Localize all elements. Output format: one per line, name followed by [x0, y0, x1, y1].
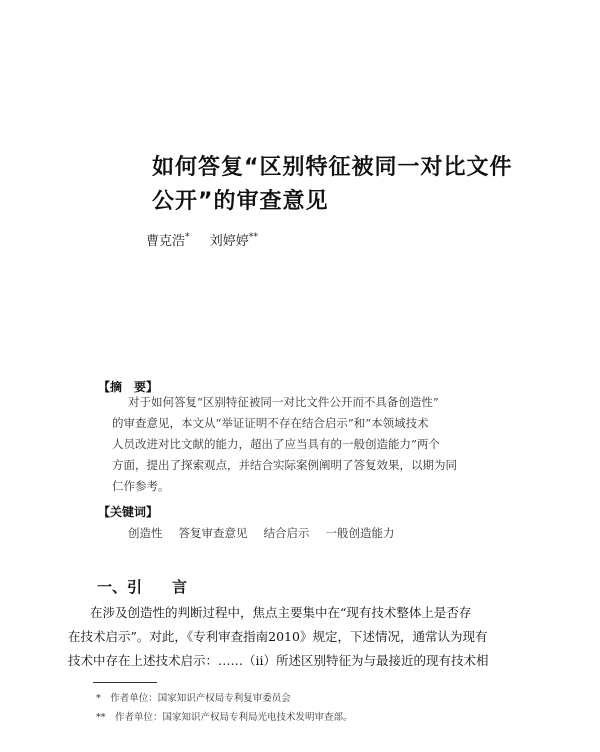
author-1-mark: *: [185, 232, 190, 243]
author-1: 曹克浩: [146, 234, 186, 249]
abstract-label: 【摘 要】: [98, 380, 159, 394]
abstract-line-3: 人员改进对比文献的能力，超出了应当具有的一般创造能力”两个: [112, 437, 440, 451]
article-title-line1: 如何答复“区别特征被同一对比文件: [152, 155, 513, 180]
keyword-1: 创造性: [128, 526, 163, 540]
keyword-3: 结合启示: [263, 526, 310, 540]
section-heading: 一、引 言: [97, 578, 188, 596]
article-title-line2: 公开”的审查意见: [152, 189, 329, 214]
keywords-label: 【关键词】: [98, 505, 159, 519]
author-2: 刘婷婷: [209, 234, 249, 249]
keyword-4: 一般创造能力: [325, 526, 395, 540]
footnote-rule: [93, 682, 157, 683]
abstract-line-4: 方面，提出了探索观点，并结合实际案例阐明了答复效果，以期为同: [112, 458, 457, 472]
footnote-1: * 作者单位：国家知识产权局专利复审委员会: [96, 693, 291, 704]
abstract-line-1: 对于如何答复“区别特征被同一对比文件公开而不具备创造性”: [128, 395, 439, 409]
author-line: [146, 230, 258, 249]
body-line-2: 在技术启示”。对此，《专利审查指南2010》规定，下述情况，通常认为现有: [68, 629, 488, 644]
abstract-line-5: 仁作参考。: [112, 479, 170, 493]
body-line-3: 技术中存在上述技术启示：……（ii）所述区别特征为与最接近的现有技术相: [68, 653, 489, 668]
keywords-list: [128, 525, 411, 541]
footnote-2: ** 作者单位：国家知识产权局专利局光电技术发明审查部。: [96, 712, 353, 723]
body-line-1: 在涉及创造性的判断过程中，焦点主要集中在“现有技术整体上是否存: [90, 605, 472, 620]
author-2-mark: **: [248, 232, 258, 243]
abstract-line-2: 的审查意见，本文从“举证证明不存在结合启示”和“本领域技术: [112, 416, 429, 430]
keyword-2: 答复审查意见: [178, 526, 248, 540]
